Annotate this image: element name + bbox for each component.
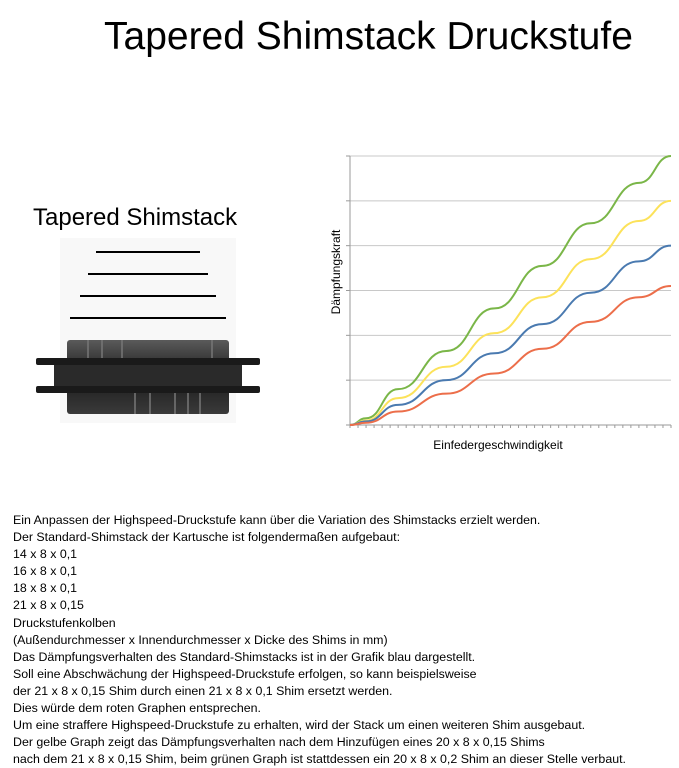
page-title: Tapered Shimstack Druckstufe — [104, 15, 633, 58]
x-axis-label: Einfedergeschwindigkeit — [433, 438, 563, 452]
body-line: 16 x 8 x 0,1 — [13, 564, 78, 579]
y-axis-label: Dämpfungskraft — [329, 229, 343, 315]
body-line: Um eine straffere Highspeed-Druckstufe zu erhalten, wird der Stack um einen weiteren Shim ausgebaut. — [13, 718, 586, 733]
body-line: Das Dämpfungsverhalten des Standard-Shimstacks ist in der Grafik blau dargestellt. — [13, 649, 476, 664]
body-line: Ein Anpassen der Highspeed-Druckstufe kann über die Variation des Shimstacks erzielt werden. — [13, 513, 541, 527]
series-line — [350, 201, 671, 425]
body-line: Druckstufenkolben — [13, 615, 116, 630]
body-line: der 21 x 8 x 0,15 Shim durch einen 21 x 8 x 0,1 Shim ersetzt werden. — [13, 683, 393, 698]
damping-chart — [320, 145, 679, 455]
body-line: Der Standard-Shimstack der Kartusche ist folgendermaßen aufgebaut: — [13, 530, 401, 545]
body-line: Der gelbe Graph zeigt das Dämpfungsverhalten nach dem Hinzufügen eines 20 x 8 x 0,15 Shims — [13, 735, 545, 750]
shimstack-illustration — [30, 238, 266, 423]
figure-caption: Tapered Shimstack — [33, 204, 238, 231]
body-line: Soll eine Abschwächung der Highspeed-Druckstufe erfolgen, so kann beispielsweise — [13, 666, 477, 681]
body-line: 18 x 8 x 0,1 — [13, 581, 78, 596]
body-line: (Außendurchmesser x Innendurchmesser x Dicke des Shims in mm) — [13, 632, 388, 647]
piston — [36, 340, 260, 414]
body-line: nach dem 21 x 8 x 0,15 Shim, beim grünen Graph ist stattdessen ein 20 x 8 x 0,2 Shim an dieser Stelle verbaut. — [13, 752, 626, 767]
body-line: 21 x 8 x 0,15 — [13, 598, 84, 613]
body-line: 14 x 8 x 0,1 — [13, 547, 78, 562]
chart-axes — [346, 156, 671, 428]
body-line: Dies würde dem roten Graphen entsprechen. — [13, 701, 261, 716]
body-text — [13, 512, 679, 768]
